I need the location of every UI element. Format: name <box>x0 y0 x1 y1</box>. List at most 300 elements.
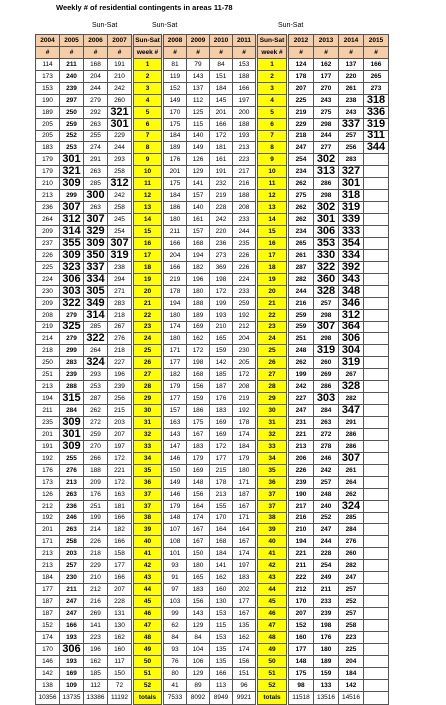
value-cell: 207 <box>289 82 314 94</box>
value-cell: 239 <box>60 369 84 381</box>
value-cell: 137 <box>187 82 210 94</box>
week-number-cell: 46 <box>134 608 162 620</box>
value-cell: 191 <box>108 58 132 70</box>
table-row <box>36 82 389 94</box>
week-number-cell: 21 <box>258 297 287 309</box>
value-cell: 161 <box>187 214 210 226</box>
sun-sat-label-1: Sun-Sat <box>92 22 118 29</box>
value-cell: 192 <box>36 452 60 464</box>
value-cell: 190 <box>36 94 60 106</box>
value-cell: 10356 <box>36 691 60 704</box>
table-row <box>36 512 389 524</box>
value-cell: 207 <box>108 428 132 440</box>
value-cell: 2014 <box>339 35 364 47</box>
value-cell: 167 <box>233 608 256 620</box>
value-cell: 194 <box>187 249 210 261</box>
value-cell: 11192 <box>108 691 132 704</box>
value-cell: 171 <box>233 476 256 488</box>
value-cell: 274 <box>84 142 108 154</box>
value-cell: 148 <box>164 512 187 524</box>
value-cell: 278 <box>314 440 339 452</box>
value-cell: 124 <box>289 58 314 70</box>
value-cell: 250 <box>60 106 84 118</box>
value-cell: 259 <box>233 297 256 309</box>
value-cell: 153 <box>210 631 233 643</box>
value-cell: 262 <box>339 488 364 500</box>
value-cell: 259 <box>60 118 84 130</box>
value-cell <box>364 321 389 333</box>
value-cell: 204 <box>339 655 364 667</box>
value-cell: 244 <box>314 536 339 548</box>
value-cell: 213 <box>36 190 60 202</box>
value-cell: 169 <box>210 428 233 440</box>
value-cell: # <box>60 46 84 58</box>
value-cell: 148 <box>289 655 314 667</box>
value-cell: 164 <box>233 524 256 536</box>
table-row <box>36 369 389 381</box>
value-cell <box>364 405 389 417</box>
value-cell: 255 <box>84 130 108 142</box>
value-cell: 299 <box>60 190 84 202</box>
value-cell: 218 <box>289 130 314 142</box>
value-cell: 259 <box>289 321 314 333</box>
value-cell: 250 <box>36 357 60 369</box>
week-number-cell: 37 <box>258 488 287 500</box>
table-row <box>36 608 389 620</box>
value-cell: 220 <box>339 70 364 82</box>
value-cell: 226 <box>233 249 256 261</box>
value-cell: 192 <box>233 405 256 417</box>
week-number-cell: 29 <box>134 393 162 405</box>
value-cell: 2006 <box>84 35 108 47</box>
value-cell: 129 <box>187 667 210 679</box>
value-cell: 176 <box>314 631 339 643</box>
value-cell: 260 <box>108 94 132 106</box>
value-cell: 169 <box>210 417 233 429</box>
value-cell: 191 <box>210 166 233 178</box>
value-cell: 166 <box>60 619 84 631</box>
value-cell: 234 <box>289 166 314 178</box>
value-cell: 269 <box>84 608 108 620</box>
value-cell: 213 <box>36 381 60 393</box>
value-cell: 2015 <box>364 35 389 47</box>
sun-sat-label-2: Sun-Sat <box>152 22 178 29</box>
week-number-cell: 52 <box>258 679 287 691</box>
value-cell: 302 <box>314 202 339 214</box>
value-cell: 97 <box>164 584 187 596</box>
value-cell: 159 <box>187 393 210 405</box>
value-cell: 186 <box>164 202 187 214</box>
value-cell: 179 <box>187 452 210 464</box>
value-cell: 160 <box>108 643 132 655</box>
value-cell <box>364 500 389 512</box>
value-cell: 226 <box>84 536 108 548</box>
table-row <box>36 452 389 464</box>
value-cell: 257 <box>60 560 84 572</box>
week-number-cell: 49 <box>134 643 162 655</box>
value-cell: 283 <box>60 357 84 369</box>
value-cell <box>364 261 389 273</box>
value-cell: 309 <box>60 417 84 429</box>
value-cell: 247 <box>314 524 339 536</box>
value-cell: 166 <box>364 58 389 70</box>
table-row <box>36 655 389 667</box>
value-cell: 297 <box>60 94 84 106</box>
value-cell: 285 <box>84 178 108 190</box>
value-cell: 247 <box>60 596 84 608</box>
value-cell: 271 <box>108 285 132 297</box>
table-row <box>36 321 389 333</box>
value-cell: 176 <box>164 154 187 166</box>
value-cell: 230 <box>60 572 84 584</box>
value-cell: 179 <box>164 500 187 512</box>
value-cell: # <box>84 46 108 58</box>
value-cell: 283 <box>108 297 132 309</box>
value-cell: 147 <box>164 440 187 452</box>
value-cell: 224 <box>36 273 60 285</box>
value-cell: 353 <box>314 237 339 249</box>
value-cell: 130 <box>108 619 132 631</box>
value-cell: 211 <box>60 58 84 70</box>
value-cell: 174 <box>233 428 256 440</box>
value-cell: 298 <box>314 190 339 202</box>
value-cell: 113 <box>210 679 233 691</box>
value-cell: 322 <box>84 333 108 345</box>
value-cell: 183 <box>187 440 210 452</box>
value-cell: 279 <box>60 309 84 321</box>
value-cell <box>364 608 389 620</box>
table-row <box>36 273 389 285</box>
value-cell: 197 <box>233 94 256 106</box>
table-row <box>36 584 389 596</box>
value-cell: 89 <box>187 679 210 691</box>
value-cell <box>364 285 389 297</box>
value-cell: 185 <box>84 667 108 679</box>
value-cell: 263 <box>84 118 108 130</box>
weekly-contingents-table <box>35 34 389 705</box>
value-cell: 93 <box>164 643 187 655</box>
value-cell: 180 <box>314 643 339 655</box>
value-cell: 307 <box>314 321 339 333</box>
value-cell <box>364 166 389 178</box>
value-cell: 273 <box>364 82 389 94</box>
value-cell: 216 <box>289 512 314 524</box>
value-cell: 178 <box>164 285 187 297</box>
value-cell: 229 <box>84 560 108 572</box>
week-number-cell: totals <box>134 691 162 704</box>
value-cell: 392 <box>339 261 364 273</box>
value-cell: 266 <box>84 452 108 464</box>
value-cell: 273 <box>210 249 233 261</box>
table-row <box>36 440 389 452</box>
value-cell: 177 <box>233 596 256 608</box>
value-cell: 226 <box>36 249 60 261</box>
value-cell: 115 <box>187 118 210 130</box>
value-cell: 258 <box>339 619 364 631</box>
value-cell: 184 <box>164 190 187 202</box>
value-cell: 265 <box>289 237 314 249</box>
value-cell: 188 <box>233 190 256 202</box>
value-cell: 93 <box>164 560 187 572</box>
value-cell: 276 <box>339 536 364 548</box>
value-cell: 228 <box>210 202 233 214</box>
week-number-cell: 7 <box>134 130 162 142</box>
value-cell: 227 <box>108 357 132 369</box>
week-number-cell: 30 <box>134 405 162 417</box>
value-cell <box>364 381 389 393</box>
week-number-cell: 36 <box>258 476 287 488</box>
value-cell: 202 <box>233 584 256 596</box>
value-cell: 312 <box>108 178 132 190</box>
week-number-cell: 20 <box>134 285 162 297</box>
value-cell: 141 <box>210 560 233 572</box>
value-cell: 158 <box>108 548 132 560</box>
value-cell: 115 <box>210 619 233 631</box>
value-cell: 236 <box>210 237 233 249</box>
value-cell: 249 <box>314 572 339 584</box>
value-cell: 212 <box>36 500 60 512</box>
value-cell: 165 <box>187 572 210 584</box>
value-cell: 182 <box>164 369 187 381</box>
value-cell: 319 <box>339 202 364 214</box>
value-cell: 192 <box>36 512 60 524</box>
value-cell <box>364 214 389 226</box>
value-cell: 103 <box>164 596 187 608</box>
value-cell <box>364 548 389 560</box>
value-cell: 262 <box>289 357 314 369</box>
value-cell: 177 <box>36 584 60 596</box>
value-cell: 193 <box>60 655 84 667</box>
value-cell: 133 <box>314 679 339 691</box>
value-cell: 225 <box>36 261 60 273</box>
value-cell: 196 <box>84 643 108 655</box>
table-row <box>36 476 389 488</box>
value-cell: 183 <box>36 142 60 154</box>
value-cell <box>364 309 389 321</box>
value-cell: 244 <box>289 285 314 297</box>
value-cell: 170 <box>164 106 187 118</box>
value-cell: 187 <box>210 381 233 393</box>
value-cell: 246 <box>314 452 339 464</box>
value-cell: 298 <box>314 118 339 130</box>
value-cell: 142 <box>339 679 364 691</box>
value-cell: 140 <box>187 202 210 214</box>
value-cell: 257 <box>339 130 364 142</box>
value-cell: 162 <box>108 631 132 643</box>
value-cell: 212 <box>289 584 314 596</box>
value-cell: 170 <box>210 512 233 524</box>
value-cell <box>364 691 389 704</box>
value-cell: 189 <box>36 106 60 118</box>
value-cell: 167 <box>233 536 256 548</box>
value-cell: 155 <box>210 500 233 512</box>
value-cell: 247 <box>339 572 364 584</box>
value-cell: 336 <box>364 106 389 118</box>
value-cell: 286 <box>314 178 339 190</box>
value-cell: 287 <box>84 393 108 405</box>
week-number-cell: 19 <box>134 273 162 285</box>
value-cell: 149 <box>187 142 210 154</box>
value-cell: 146 <box>164 488 187 500</box>
value-cell: 8949 <box>210 691 233 704</box>
value-cell: 214 <box>36 333 60 345</box>
value-cell: 76 <box>164 655 187 667</box>
week-number-cell: 48 <box>134 631 162 643</box>
value-cell: 233 <box>314 596 339 608</box>
value-cell: 185 <box>210 369 233 381</box>
value-cell: 184 <box>339 667 364 679</box>
value-cell: 257 <box>314 297 339 309</box>
value-cell: 314 <box>84 309 108 321</box>
value-cell: 108 <box>164 536 187 548</box>
value-cell: 177 <box>164 357 187 369</box>
value-cell: 313 <box>314 166 339 178</box>
value-cell: 218 <box>108 345 132 357</box>
value-cell: 304 <box>339 345 364 357</box>
week-number-cell: 52 <box>134 679 162 691</box>
value-cell: 159 <box>210 345 233 357</box>
value-cell: 211 <box>36 405 60 417</box>
value-cell: 223 <box>84 631 108 643</box>
value-cell: 167 <box>187 524 210 536</box>
value-cell: 244 <box>314 130 339 142</box>
week-number-cell: 27 <box>258 369 287 381</box>
week-number-cell: 13 <box>134 202 162 214</box>
value-cell: 162 <box>84 655 108 667</box>
value-cell: 140 <box>187 130 210 142</box>
week-number-cell: 41 <box>134 548 162 560</box>
value-cell: 236 <box>60 500 84 512</box>
week-number-cell: Sun-Sat <box>134 35 162 47</box>
table-row <box>36 94 389 106</box>
table-row <box>36 679 389 691</box>
value-cell: 301 <box>314 214 339 226</box>
value-cell: 114 <box>36 58 60 70</box>
week-number-cell: totals <box>258 691 287 704</box>
value-cell: 175 <box>164 178 187 190</box>
table-row <box>36 70 389 82</box>
week-number-cell: 18 <box>258 261 287 273</box>
value-cell: 298 <box>314 333 339 345</box>
value-cell: 190 <box>289 488 314 500</box>
value-cell: 344 <box>364 142 389 154</box>
table-row <box>36 190 389 202</box>
week-number-cell: 9 <box>134 154 162 166</box>
value-cell: 196 <box>108 369 132 381</box>
table-row <box>36 202 389 214</box>
value-cell: 209 <box>36 297 60 309</box>
value-cell: 175 <box>187 417 210 429</box>
value-cell: 305 <box>84 285 108 297</box>
value-cell: 229 <box>108 130 132 142</box>
value-cell: 168 <box>210 536 233 548</box>
week-number-cell: 41 <box>258 548 287 560</box>
value-cell: 7533 <box>164 691 187 704</box>
value-cell: 167 <box>187 428 210 440</box>
value-cell: 143 <box>187 608 210 620</box>
value-cell: 156 <box>187 596 210 608</box>
value-cell <box>364 631 389 643</box>
value-cell: 216 <box>289 297 314 309</box>
value-cell: 211 <box>164 226 187 238</box>
value-cell <box>364 428 389 440</box>
value-cell: 14516 <box>339 691 364 704</box>
value-cell: 215 <box>210 464 233 476</box>
value-cell: 252 <box>339 596 364 608</box>
value-cell: 184 <box>36 572 60 584</box>
value-cell <box>364 476 389 488</box>
value-cell <box>364 524 389 536</box>
value-cell: 323 <box>60 261 84 273</box>
value-cell: 145 <box>210 94 233 106</box>
value-cell: 164 <box>187 500 210 512</box>
table-row <box>36 237 389 249</box>
value-cell: 201 <box>210 106 233 118</box>
value-cell: 299 <box>60 345 84 357</box>
value-cell: 246 <box>60 512 84 524</box>
value-cell: 109 <box>60 679 84 691</box>
table-row <box>36 393 389 405</box>
value-cell: 321 <box>60 166 84 178</box>
value-cell <box>364 488 389 500</box>
value-cell: 272 <box>84 417 108 429</box>
value-cell: 171 <box>164 345 187 357</box>
value-cell: 262 <box>84 405 108 417</box>
value-cell: 218 <box>36 345 60 357</box>
value-cell: 153 <box>36 82 60 94</box>
value-cell: 242 <box>108 82 132 94</box>
value-cell: 251 <box>289 333 314 345</box>
value-cell: 277 <box>314 142 339 154</box>
value-cell: 263 <box>84 202 108 214</box>
value-cell: 197 <box>108 440 132 452</box>
value-cell: 138 <box>36 679 60 691</box>
value-cell: 212 <box>84 584 108 596</box>
value-cell: 169 <box>187 464 210 476</box>
value-cell: 156 <box>233 655 256 667</box>
value-cell: 307 <box>60 202 84 214</box>
value-cell: 285 <box>339 512 364 524</box>
value-cell: 234 <box>289 226 314 238</box>
value-cell: 312 <box>339 309 364 321</box>
subheader-row <box>36 46 389 58</box>
week-number-cell: 3 <box>258 82 287 94</box>
value-cell: 267 <box>339 369 364 381</box>
week-number-cell: 10 <box>134 166 162 178</box>
value-cell: 259 <box>289 309 314 321</box>
value-cell: 174 <box>233 548 256 560</box>
week-number-cell: 13 <box>258 202 287 214</box>
table-row <box>36 631 389 643</box>
week-number-cell: 30 <box>258 405 287 417</box>
value-cell <box>364 536 389 548</box>
value-cell: 152 <box>289 619 314 631</box>
value-cell: 330 <box>314 249 339 261</box>
value-cell <box>364 333 389 345</box>
value-cell: 205 <box>36 130 60 142</box>
value-cell: 162 <box>210 572 233 584</box>
table-row <box>36 643 389 655</box>
value-cell: 262 <box>289 178 314 190</box>
value-cell: 164 <box>210 524 233 536</box>
value-cell: 2009 <box>187 35 210 47</box>
value-cell: 204 <box>84 70 108 82</box>
value-cell: 157 <box>164 405 187 417</box>
value-cell: 204 <box>164 249 187 261</box>
week-number-cell: 33 <box>258 440 287 452</box>
week-number-cell: 44 <box>134 584 162 596</box>
value-cell: 235 <box>233 237 256 249</box>
